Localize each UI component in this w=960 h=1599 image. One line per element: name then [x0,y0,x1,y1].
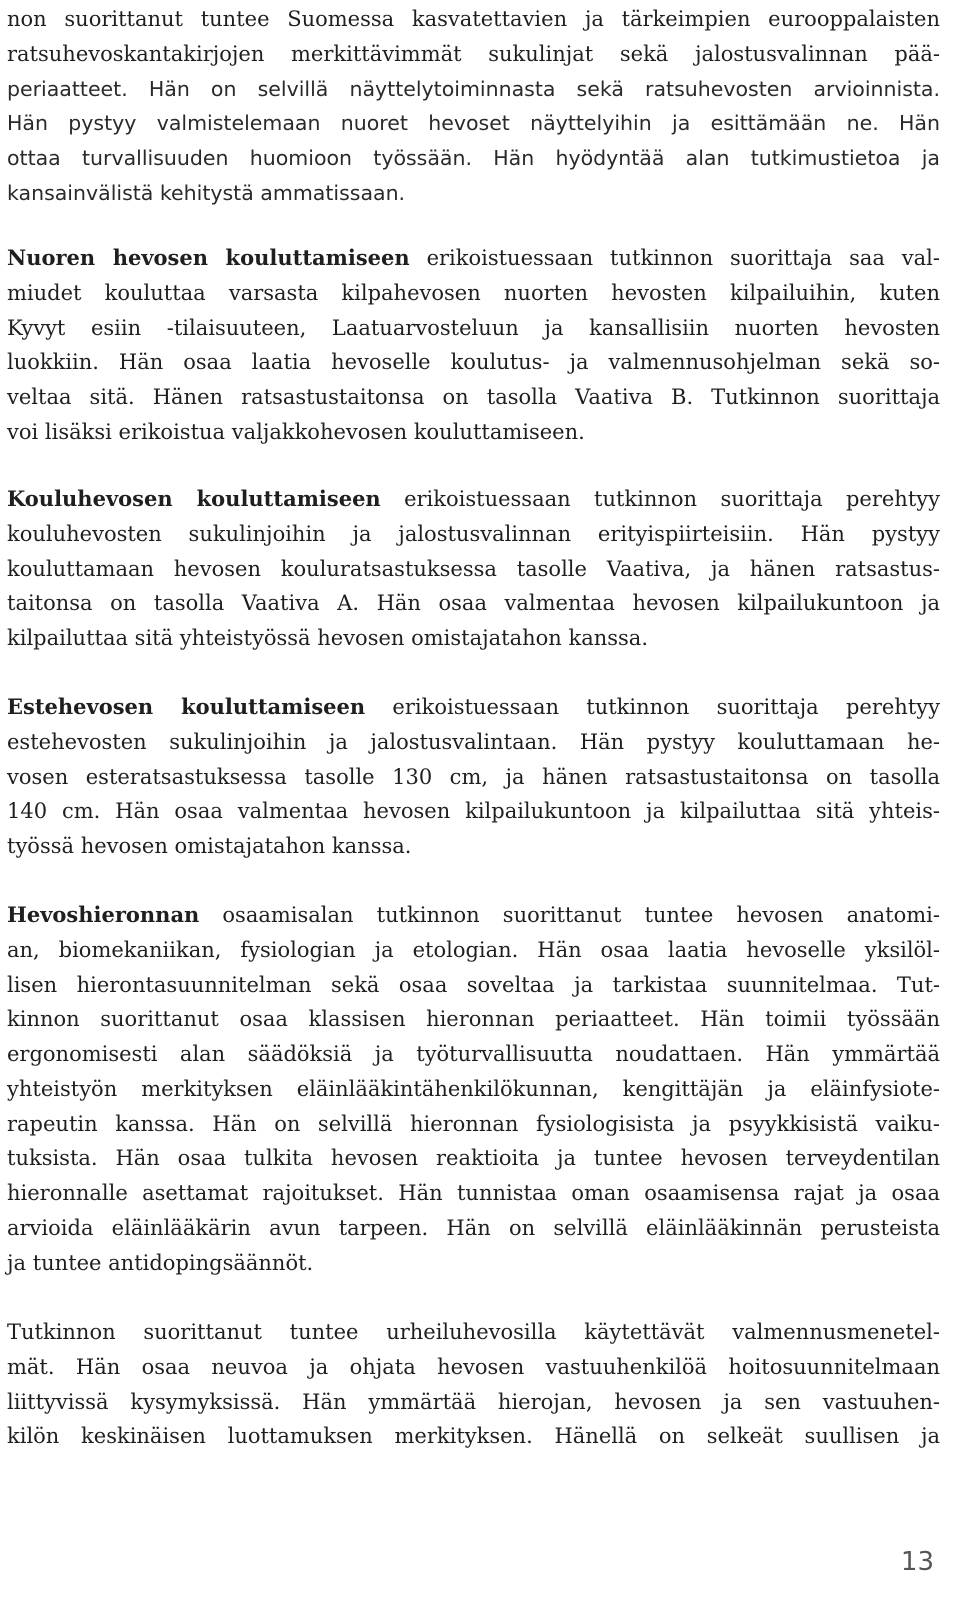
text-line: an, biomekaniikan, fysiologian ja etologian. Hän osaa laatia hevoselle yksilöl- [7,937,940,962]
text-line: miudet kouluttaa varsasta kilpahevosen nuorten hevosten kilpailuihin, kuten [7,280,940,305]
page-number: 13 [900,1547,934,1577]
text-line: luokkiin. Hän osaa laatia hevoselle koulutus- ja valmennusohjelman sekä so- [7,350,940,375]
text-run: erikoistuessaan tutkinnon suorittaja saa val- [409,246,940,270]
text-line: liittyvissä kysymyksissä. Hän ymmärtää hierojan, hevosen ja sen vastuuhen- [7,1389,940,1414]
text-run: erikoistuessaan tutkinnon suorittaja perehtyy [380,487,940,511]
text-line: estehevosten sukulinjoihin ja jalostusvalintaan. Hän pystyy kouluttamaan he- [7,729,940,754]
text-line: tuksista. Hän osaa tulkita hevosen reaktioita ja tuntee hevosen terveydentilan [7,1146,940,1171]
text-line: työssä hevosen omistajatahon kanssa. [7,834,412,858]
text-line: kinnon suorittanut osaa klassisen hieronnan periaatteet. Hän toimii työssään [7,1007,940,1032]
text-line: veltaa sitä. Hänen ratsastustaitonsa on tasolla Vaativa B. Tutkinnon suorittaja [7,385,940,409]
text-line: voi lisäksi erikoistua valjakkohevosen kouluttamiseen. [7,419,585,444]
text-line: non suorittanut tuntee Suomessa kasvatettavien ja tärkeimpien eurooppalaisten [7,7,940,31]
section-hevoshieronnan [7,898,940,1280]
section-kouluhevosen [7,482,940,656]
text-line: hieronnalle asettamat rajoitukset. Hän tunnistaa oman osaamisensa rajat ja osaa [7,1181,940,1205]
text-line: Tutkinnon suorittanut tuntee urheiluhevosilla käytettävät valmennusmenetel- [7,1320,940,1344]
section-lead: Nuoren hevosen kouluttamiseen [7,245,410,270]
text-line [7,898,940,933]
text-line: mät. Hän osaa neuvoa ja ohjata hevosen vastuuhenkilöä hoitosuunnitelmaan [7,1354,940,1379]
text-line: rapeutin kanssa. Hän on selvillä hieronnan fysiologisista ja psyykkisistä vaiku- [7,1111,940,1136]
section-lead: Kouluhevosen kouluttamiseen [7,486,381,511]
text-line [7,241,940,276]
text-line: ja tuntee antidopingsäännöt. [7,1250,314,1275]
text-line: kilpailuttaa sitä yhteistyössä hevosen omistajatahon kanssa. [7,626,648,650]
text-line [7,482,940,517]
text-line: kansainvälistä kehitystä ammatissaan. [7,180,406,205]
text-line: Kyvyt esiin -tilaisuuteen, Laatuarvosteluun ja kansallisiin nuorten hevosten [7,315,940,340]
text-run: erikoistuessaan tutkinnon suorittaja perehtyy [365,695,940,719]
text-line: vosen esteratsastuksessa tasolle 130 cm, ja hänen ratsastustaitonsa on tasolla [7,764,940,789]
text-line: lisen hierontasuunnitelman sekä osaa soveltaa ja tarkistaa suunnitelmaa. Tut- [7,972,940,997]
text-run: osaamisalan tutkinnon suorittanut tuntee hevosen anatomi- [199,903,940,927]
intro-paragraph [7,2,940,211]
text-line: kouluttamaan hevosen kouluratsastuksessa tasolle Vaativa, ja hänen ratsastus- [7,556,940,581]
text-line: arvioida eläinlääkärin avun tarpeen. Hän on selvillä eläinlääkinnän perusteista [7,1215,940,1240]
text-line: ratsuhevoskantakirjojen merkittävimmät sukulinjat sekä jalostusvalinnan pää- [7,41,940,66]
text-line: ottaa turvallisuuden huomioon työssään. Hän hyödyntää alan tutkimustietoa ja [7,146,940,170]
text-line: ergonomisesti alan säädöksiä ja työturvallisuutta noudattaen. Hän ymmärtää [7,1042,940,1066]
text-line: yhteistyön merkityksen eläinlääkintähenkilökunnan, kengittäjän ja eläinfysiote- [7,1076,940,1101]
text-line: 140 cm. Hän osaa valmentaa hevosen kilpailukuntoon ja kilpailuttaa sitä yhteis- [7,799,940,824]
section-lead: Estehevosen kouluttamiseen [7,694,366,719]
text-line [7,690,940,725]
text-line: periaatteet. Hän on selvillä näyttelytoiminnasta sekä ratsuhevosten arvioinnista. [7,76,940,101]
text-line: taitonsa on tasolla Vaativa A. Hän osaa valmentaa hevosen kilpailukuntoon ja [7,591,940,616]
text-line: kouluhevosten sukulinjoihin ja jalostusvalinnan erityispiirteisiin. Hän pystyy [7,521,940,546]
text-line: Hän pystyy valmistelemaan nuoret hevoset näyttelyihin ja esittämään ne. Hän [7,111,940,136]
section-nuoren-hevosen [7,241,940,450]
text-line: kilön keskinäisen luottamuksen merkityksen. Hänellä on selkeät suullisen ja [7,1424,940,1449]
section-lead: Hevoshieronnan [7,902,200,927]
closing-paragraph [7,1315,940,1454]
section-estehevosen [7,690,940,864]
